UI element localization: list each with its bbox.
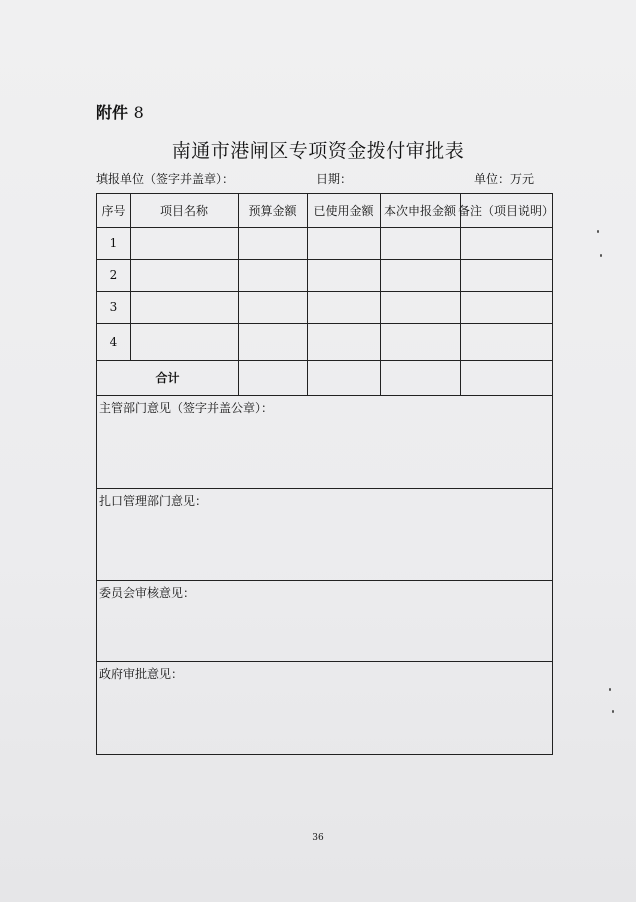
header-serial-number: 序号 (101, 204, 126, 218)
scan-speck (612, 710, 614, 713)
management-opinion-label: 扎口管理部门意见： (99, 494, 208, 508)
row-number: 3 (109, 300, 118, 314)
budget-amount-cell[interactable] (238, 227, 307, 259)
total-used-cell[interactable] (307, 360, 380, 395)
committee-opinion-label: 委员会审核意见： (99, 586, 196, 600)
row-number: 2 (109, 268, 118, 282)
header-project-name: 项目名称 (159, 204, 208, 218)
used-amount-cell[interactable] (307, 259, 380, 291)
date-label: 日期： (316, 172, 353, 186)
total-remarks-cell[interactable] (460, 360, 552, 395)
row-number: 4 (109, 334, 118, 349)
project-name-cell[interactable] (130, 323, 238, 360)
row-number: 1 (109, 236, 118, 250)
government-opinion-label: 政府审批意见： (99, 667, 184, 681)
budget-amount-cell[interactable] (238, 323, 307, 360)
table-rule (97, 661, 552, 662)
request-amount-cell[interactable] (380, 259, 460, 291)
used-amount-cell[interactable] (307, 291, 380, 323)
remarks-cell[interactable] (460, 291, 552, 323)
reporting-unit-label: 填报单位（签字并盖章）： (96, 172, 235, 186)
budget-amount-cell[interactable] (238, 291, 307, 323)
header-budget-amount: 预算金额 (248, 204, 297, 218)
attachment-number: 8 (133, 103, 144, 122)
used-amount-cell[interactable] (307, 323, 380, 360)
total-request-cell[interactable] (380, 360, 460, 395)
project-name-cell[interactable] (130, 291, 238, 323)
page-title: 南通市港闸区专项资金拨付审批表 (171, 140, 465, 162)
project-name-cell[interactable] (130, 227, 238, 259)
table-rule (97, 488, 552, 489)
total-budget-cell[interactable] (238, 360, 307, 395)
table-rule (97, 395, 552, 396)
budget-amount-cell[interactable] (238, 259, 307, 291)
request-amount-cell[interactable] (380, 291, 460, 323)
request-amount-cell[interactable] (380, 323, 460, 360)
page-number: 36 (312, 833, 324, 843)
approval-table (96, 193, 553, 755)
remarks-cell[interactable] (460, 227, 552, 259)
scan-speck (609, 688, 611, 691)
header-used-amount: 已使用金额 (313, 204, 374, 218)
used-amount-cell[interactable] (307, 227, 380, 259)
header-request-amount: 本次申报金额 (383, 204, 456, 218)
attachment-label (96, 100, 144, 123)
header-remarks: 备注（项目说明） (458, 204, 555, 218)
attachment-text: 附件 (96, 103, 129, 122)
remarks-cell[interactable] (460, 259, 552, 291)
scan-speck (597, 230, 599, 233)
request-amount-cell[interactable] (380, 227, 460, 259)
project-name-cell[interactable] (130, 259, 238, 291)
remarks-cell[interactable] (460, 323, 552, 360)
total-label: 合计 (155, 371, 180, 385)
scan-speck (600, 254, 602, 257)
department-opinion-label: 主管部门意见（签字并盖公章）： (99, 401, 274, 415)
currency-unit-label: 单位：万元 (474, 172, 535, 186)
table-rule (97, 580, 552, 581)
